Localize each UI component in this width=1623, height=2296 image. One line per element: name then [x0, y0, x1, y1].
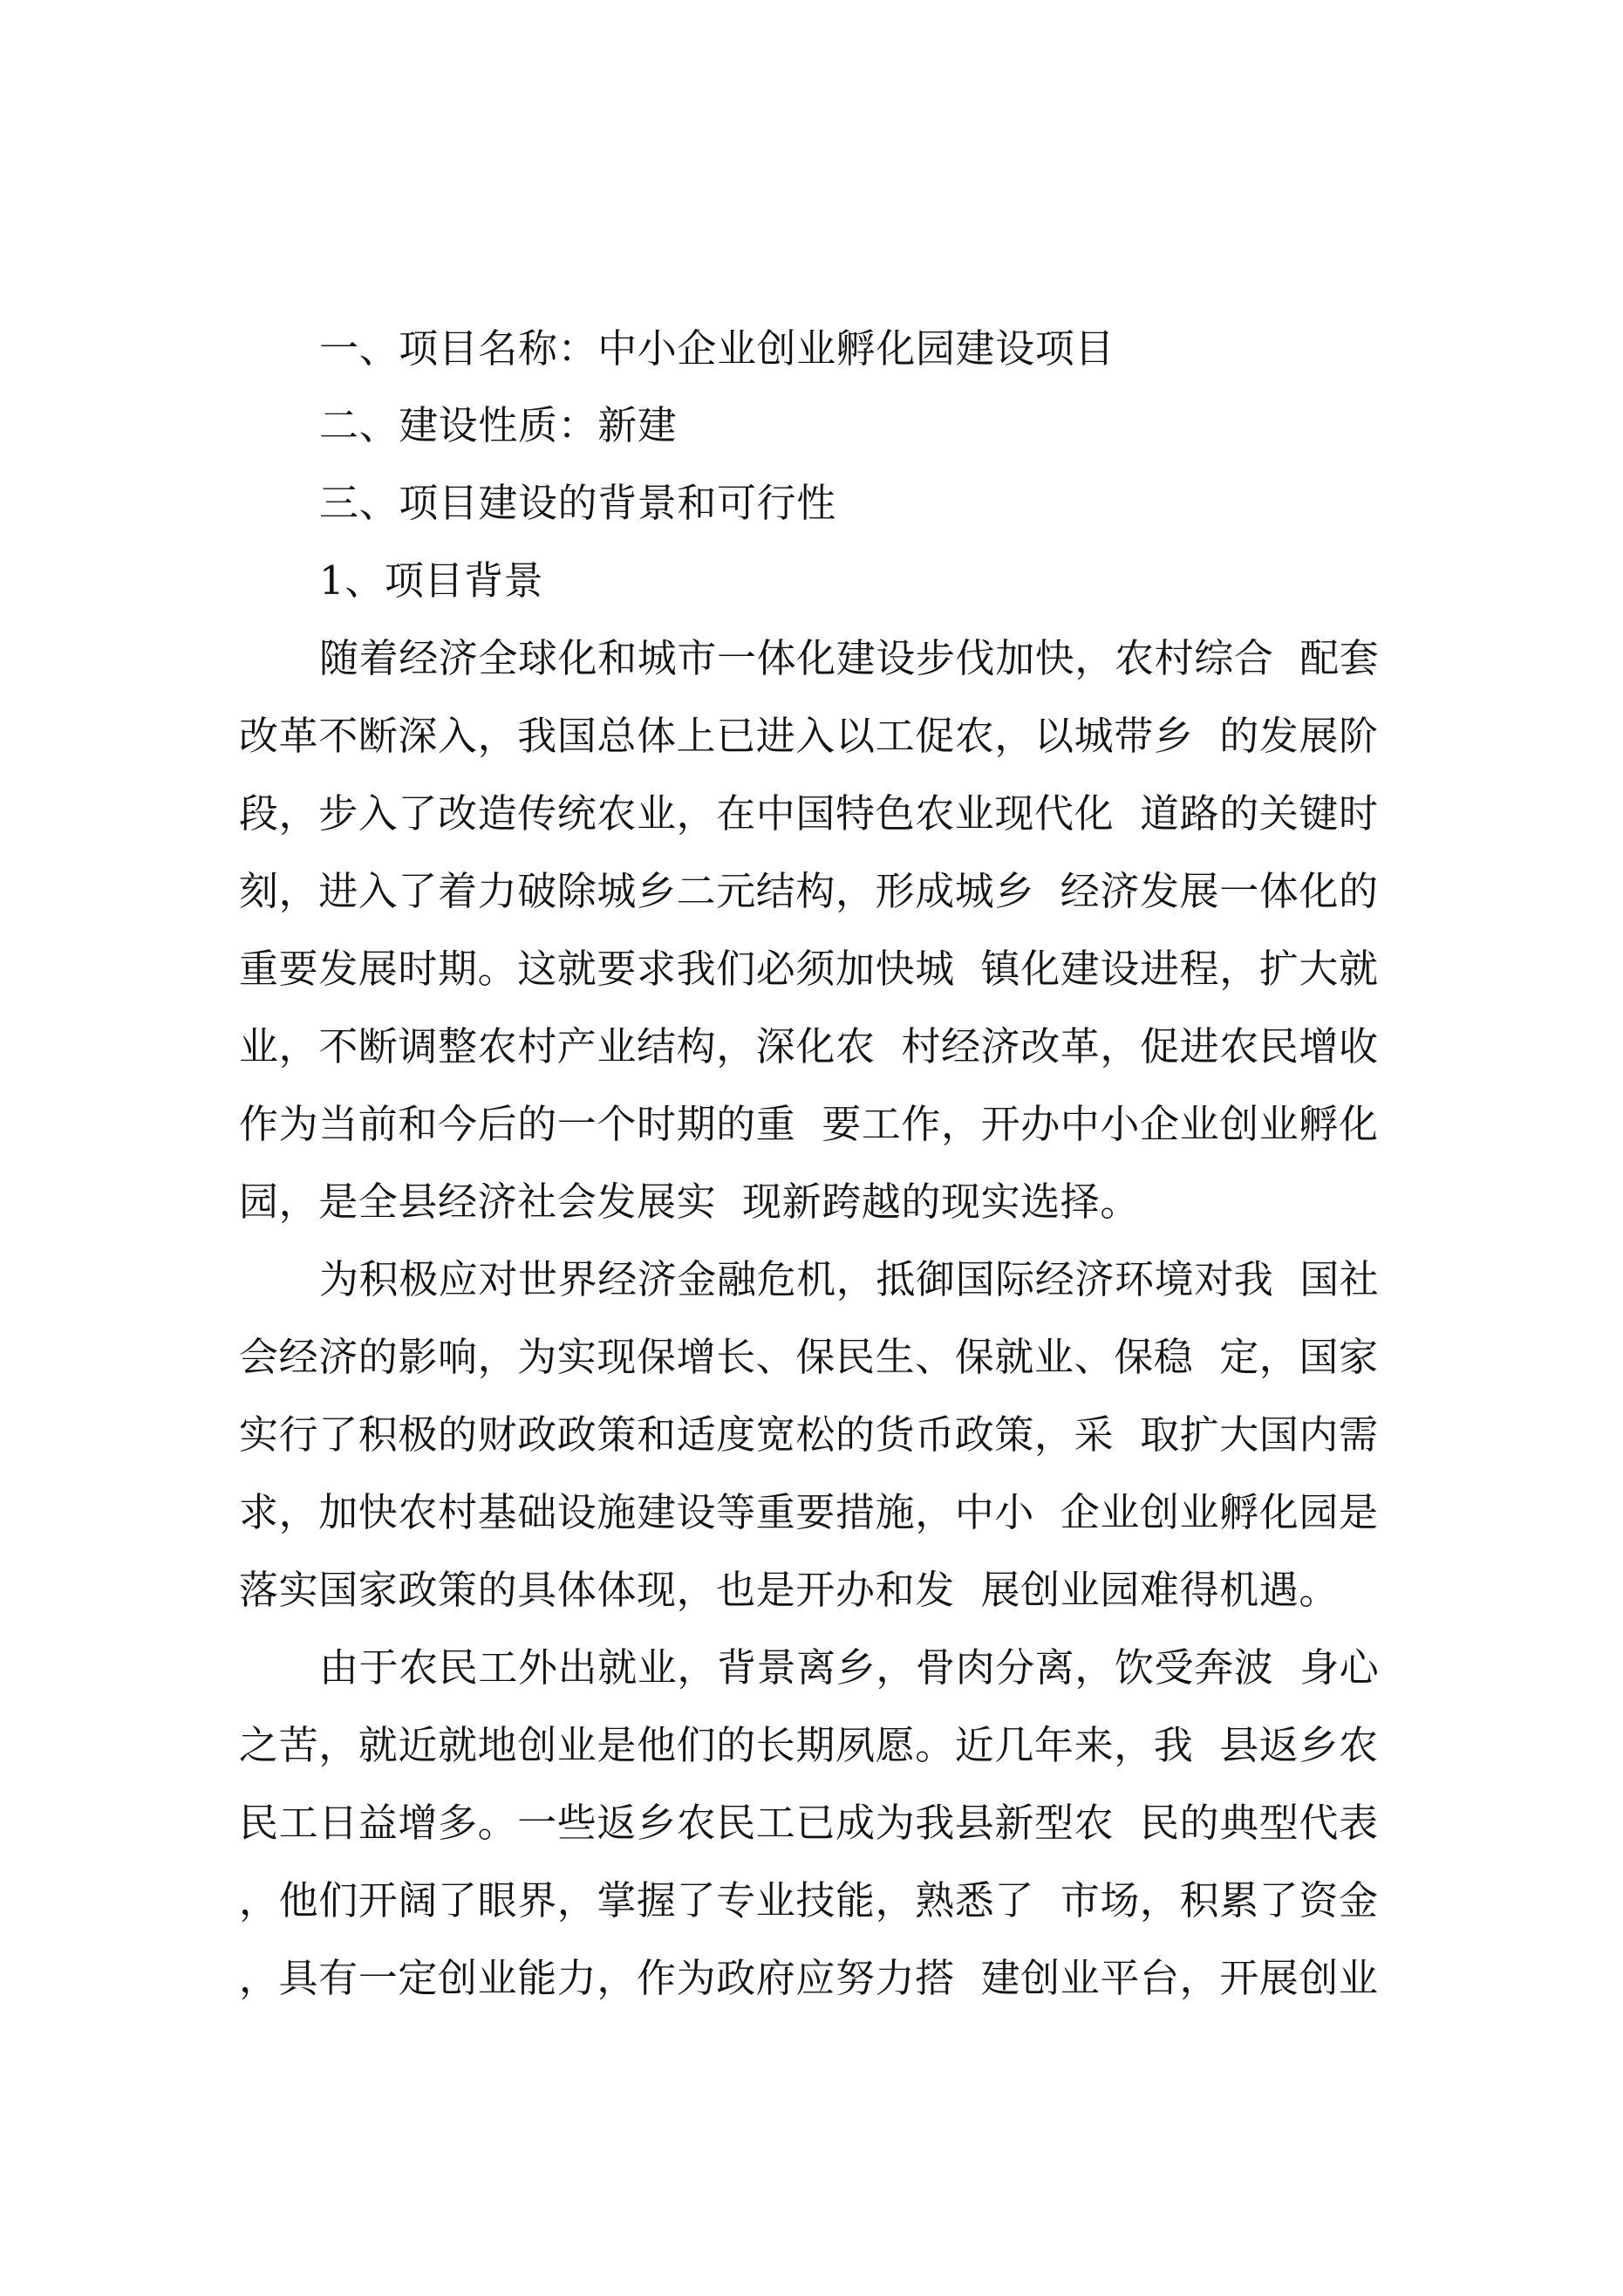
- heading-background-feasibility: 三、项目建设的背景和可行性: [319, 480, 836, 526]
- heading-project-name: 一、项目名称：中小企业创业孵化园建设项目: [319, 325, 1115, 372]
- paragraph-2-line: 会经济的影响，为实现保增长、保民生、保就业、保稳 定，国家: [239, 1334, 1379, 1380]
- paragraph-3-line: ，具有一定创业能力，作为政府应努力搭 建创业平台，开展创业: [239, 1955, 1379, 2001]
- paragraph-1-line: 园，是全县经济社会发展实 现新跨越的现实选择。: [239, 1179, 1141, 1225]
- paragraph-3-line: 之苦，就近就地创业是他们的长期夙愿。近几年来，我 县返乡农: [239, 1722, 1379, 1768]
- paragraph-1-line: 改革不断深入，我国总体上已进入以工促农，以城带乡 的发展阶: [239, 713, 1379, 759]
- paragraph-1-line: 随着经济全球化和城市一体化建设步伐加快，农村综合 配套: [319, 635, 1380, 681]
- paragraph-3-line: 由于农民工外出就业，背景离乡，骨肉分离，饮受奔波 身心: [319, 1644, 1380, 1691]
- paragraph-1-line: 业，不断调整农村产业结构，深化农 村经济改革，促进农民增收: [239, 1023, 1379, 1069]
- paragraph-2-line: 为积极应对世界经济金融危机，抵御国际经济环境对我 国社: [319, 1256, 1380, 1302]
- paragraph-1-line: 段，步入了改造传统农业，在中国特色农业现代化 道路的关键时: [239, 790, 1379, 837]
- paragraph-1-line: 刻，进入了着力破除城乡二元结构，形成城乡 经济发展一体化的: [239, 868, 1379, 914]
- paragraph-3-line: ，他们开阔了眼界，掌握了专业技能，熟悉了 市场，积累了资金: [239, 1877, 1379, 1924]
- paragraph-1-line: 重要发展时期。这就要求我们必须加快城 镇化建设进程，扩大就: [239, 946, 1379, 992]
- heading-construction-nature: 二、建设性质：新建: [319, 402, 678, 448]
- paragraph-2-line: 落实国家政策的具体体现，也是开办和发 展创业园难得机遇。: [239, 1567, 1340, 1613]
- paragraph-2-line: 求，加快农村基础设施建设等重要措施，中小 企业创业孵化园是: [239, 1489, 1379, 1535]
- paragraph-1-line: 作为当前和今后的一个时期的重 要工作，开办中小企业创业孵化: [239, 1101, 1379, 1147]
- heading-project-background: 1、项目背景: [319, 557, 544, 604]
- paragraph-2-line: 实行了积极的财政政策和适度宽松的货币政策，采 取扩大国内需: [239, 1411, 1379, 1458]
- paragraph-3-line: 民工日益增多。一些返乡农民工已成为我县新型农 民的典型代表: [239, 1800, 1379, 1846]
